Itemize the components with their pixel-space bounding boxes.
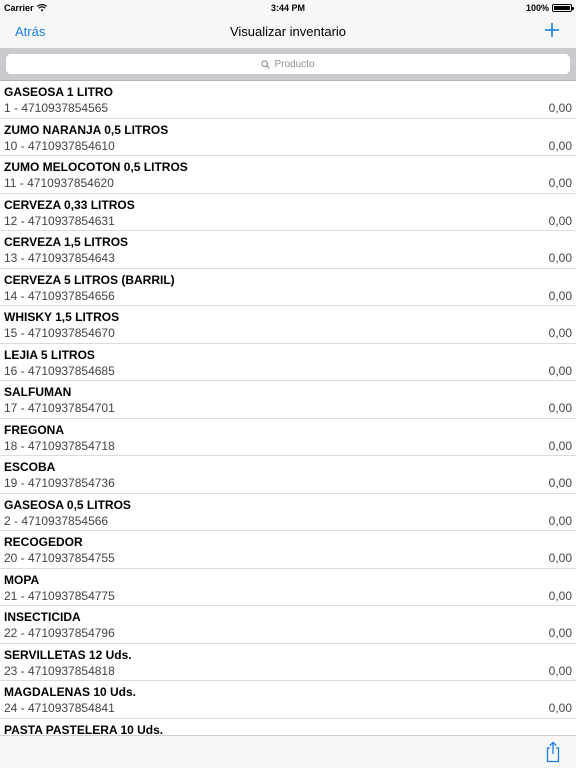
- list-item[interactable]: [0, 494, 576, 532]
- battery-percent: 100%: [525, 3, 549, 13]
- list-item[interactable]: [0, 531, 576, 569]
- product-list: [0, 81, 576, 735]
- product-code: 23 - 4710937854818: [4, 663, 115, 678]
- list-item[interactable]: [0, 306, 576, 344]
- product-quantity: 0,00: [548, 138, 572, 153]
- product-code: 24 - 4710937854841: [4, 701, 115, 715]
- list-item[interactable]: [0, 156, 576, 194]
- product-name: RECOGEDOR: [4, 535, 83, 549]
- product-code: 12 - 4710937854631: [4, 213, 115, 228]
- back-button[interactable]: Atrás: [15, 24, 46, 39]
- product-quantity: 0,00: [548, 701, 572, 715]
- status-right: [526, 3, 572, 13]
- list-item[interactable]: [0, 269, 576, 307]
- product-quantity: 0,00: [548, 588, 572, 603]
- product-code: 18 - 4710937854718: [4, 438, 115, 453]
- product-name: ZUMO NARANJA 0,5 LITROS: [4, 122, 169, 137]
- product-name: CERVEZA 5 LITROS (BARRIL): [4, 272, 175, 287]
- product-name: CERVEZA 1,5 LITROS: [4, 235, 129, 249]
- product-code: 1 - 4710937854565: [4, 101, 109, 115]
- battery-icon: [552, 4, 572, 12]
- search-bar: [0, 48, 576, 81]
- product-quantity: 0,00: [548, 363, 572, 378]
- list-item[interactable]: [0, 644, 576, 682]
- product-name: MAGDALENAS 10 Uds.: [4, 685, 137, 699]
- product-quantity: 0,00: [548, 551, 572, 565]
- navigation-bar: [0, 16, 576, 48]
- product-code: 17 - 4710937854701: [4, 401, 115, 415]
- bottom-toolbar: [0, 735, 576, 768]
- product-quantity: 0,00: [548, 401, 572, 415]
- product-code: 2 - 4710937854566: [4, 513, 109, 528]
- product-quantity: 0,00: [548, 438, 572, 453]
- list-item[interactable]: [0, 569, 576, 607]
- product-quantity: 0,00: [548, 513, 572, 528]
- status-time: 3:44 PM: [270, 3, 305, 13]
- product-name: MOPA: [4, 572, 40, 587]
- product-name: GASEOSA 0,5 LITROS: [4, 497, 131, 512]
- list-item[interactable]: [0, 419, 576, 457]
- product-quantity: 0,00: [548, 626, 572, 640]
- product-name: INSECTICIDA: [4, 610, 81, 624]
- list-item[interactable]: [0, 194, 576, 232]
- share-icon[interactable]: [544, 741, 562, 763]
- list-item[interactable]: [0, 344, 576, 382]
- search-input[interactable]: [6, 54, 570, 74]
- product-name: PASTA PASTELERA 10 Uds.: [4, 722, 164, 735]
- product-name: ZUMO MELOCOTON 0,5 LITROS: [4, 160, 188, 174]
- product-name: SALFUMAN: [4, 385, 72, 399]
- list-item[interactable]: [0, 81, 576, 119]
- product-quantity: 0,00: [548, 476, 572, 490]
- product-quantity: 0,00: [548, 101, 572, 115]
- product-name: ESCOBA: [4, 460, 56, 474]
- product-name: WHISKY 1,5 LITROS: [4, 310, 120, 324]
- list-item[interactable]: [0, 231, 576, 269]
- list-item[interactable]: [0, 456, 576, 494]
- product-code: 13 - 4710937854643: [4, 251, 115, 265]
- product-code: 16 - 4710937854685: [4, 363, 115, 378]
- product-code: 11 - 4710937854620: [4, 176, 114, 190]
- product-quantity: 0,00: [548, 288, 572, 303]
- product-quantity: 0,00: [548, 663, 572, 678]
- search-placeholder: Producto: [274, 58, 315, 70]
- product-code: 20 - 4710937854755: [4, 551, 115, 565]
- product-code: 15 - 4710937854670: [4, 326, 115, 340]
- product-name: GASEOSA 1 LITRO: [4, 85, 113, 99]
- list-item[interactable]: [0, 681, 576, 719]
- list-item[interactable]: [0, 119, 576, 157]
- list-item[interactable]: [0, 381, 576, 419]
- search-icon: [261, 60, 270, 69]
- product-quantity: 0,00: [548, 176, 572, 190]
- product-code: 22 - 4710937854796: [4, 626, 115, 640]
- list-item[interactable]: [0, 606, 576, 644]
- product-code: 10 - 4710937854610: [4, 138, 115, 153]
- product-name: CERVEZA 0,33 LITROS: [4, 197, 135, 212]
- product-name: SERVILLETAS 12 Uds.: [4, 647, 132, 662]
- product-quantity: 0,00: [548, 213, 572, 228]
- product-name: LEJIA 5 LITROS: [4, 347, 95, 362]
- plus-icon[interactable]: [542, 20, 562, 40]
- product-code: 19 - 4710937854736: [4, 476, 115, 490]
- list-item[interactable]: [0, 719, 576, 736]
- product-quantity: 0,00: [548, 326, 572, 340]
- product-code: 14 - 4710937854656: [4, 288, 115, 303]
- product-name: FREGONA: [4, 422, 64, 437]
- page-title: Visualizar inventario: [229, 24, 347, 39]
- product-code: 21 - 4710937854775: [4, 588, 115, 603]
- carrier-label: Carrier: [4, 3, 34, 13]
- status-bar: [0, 0, 576, 16]
- product-quantity: 0,00: [548, 251, 572, 265]
